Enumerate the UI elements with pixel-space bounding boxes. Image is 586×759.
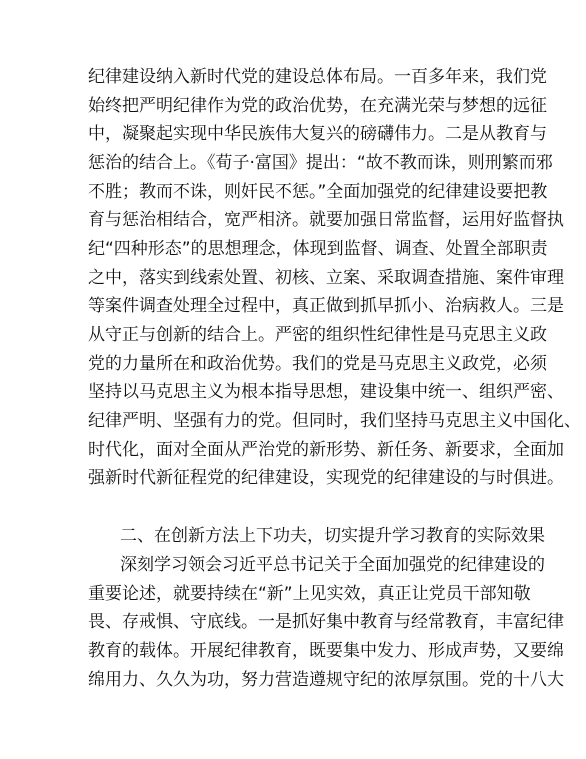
paragraph-1-line-15: 强新时代新征程党的纪律建设，实现党的纪律建设的与时俱进。 — [88, 468, 564, 488]
paragraph-1-line-2: 始终把严明纪律作为党的政治优势，在充满光荣与梦想的远征 — [88, 96, 547, 116]
paragraph-2-line-1: 深刻学习领会习近平总书记关于全面加强党的纪律建设的 — [120, 555, 545, 575]
paragraph-1-line-14: 时代化，面对全面从严治党的新形势、新任务、新要求，全面加 — [88, 440, 564, 460]
paragraph-1-line-8: 之中，落实到线索处置、初核、立案、采取调查措施、案件审理 — [88, 268, 564, 288]
paragraph-1-line-7: 纪“四种形态”的思想理念，体现到监督、调查、处置全部职责 — [88, 239, 548, 259]
paragraph-1-line-10: 从守正与创新的结合上。严密的组织性纪律性是马克思主义政 — [88, 325, 547, 345]
paragraph-1-line-3: 中，凝聚起实现中华民族伟大复兴的磅礴伟力。二是从教育与 — [88, 124, 547, 144]
paragraph-2-line-3: 畏、存戒惧、守底线。一是抓好集中教育与经常教育，丰富纪律 — [88, 612, 564, 632]
paragraph-1-line-4: 惩治的结合上。《荀子·富国》提出：“故不教而诛，则刑繁而邪 — [88, 153, 553, 173]
paragraph-1-line-5: 不胜；教而不诛，则奸民不惩。”全面加强党的纪律建设要把教 — [88, 182, 548, 202]
paragraph-1-line-6: 育与惩治相结合，宽严相济。就要加强日常监督，运用好监督执 — [88, 210, 564, 230]
paragraph-1-line-13: 纪律严明、坚强有力的党。但同时，我们坚持马克思主义中国化、 — [88, 411, 581, 431]
paragraph-2-line-5: 绵用力、久久为功，努力营造遵规守纪的浓厚氛围。党的十八大 — [88, 670, 564, 690]
paragraph-2-line-2: 重要论述，就要持续在“新”上见实效，真正让党员干部知敬 — [88, 584, 531, 604]
paragraph-1-line-12: 坚持以马克思主义为根本指导思想，建设集中统一、组织严密、 — [88, 382, 564, 402]
paragraph-1-line-1: 纪律建设纳入新时代党的建设总体布局。一百多年来，我们党 — [88, 67, 547, 87]
paragraph-1-line-9: 等案件调查处理全过程中，真正做到抓早抓小、治病救人。三是 — [88, 296, 564, 316]
section-heading: 二、在创新方法上下功夫，切实提升学习教育的实际效果 — [120, 526, 545, 546]
paragraph-1-line-11: 党的力量所在和政治优势。我们的党是马克思主义政党，必须 — [88, 354, 547, 374]
paragraph-2-line-4: 教育的载体。开展纪律教育，既要集中发力、形成声势，又要绵 — [88, 641, 564, 661]
